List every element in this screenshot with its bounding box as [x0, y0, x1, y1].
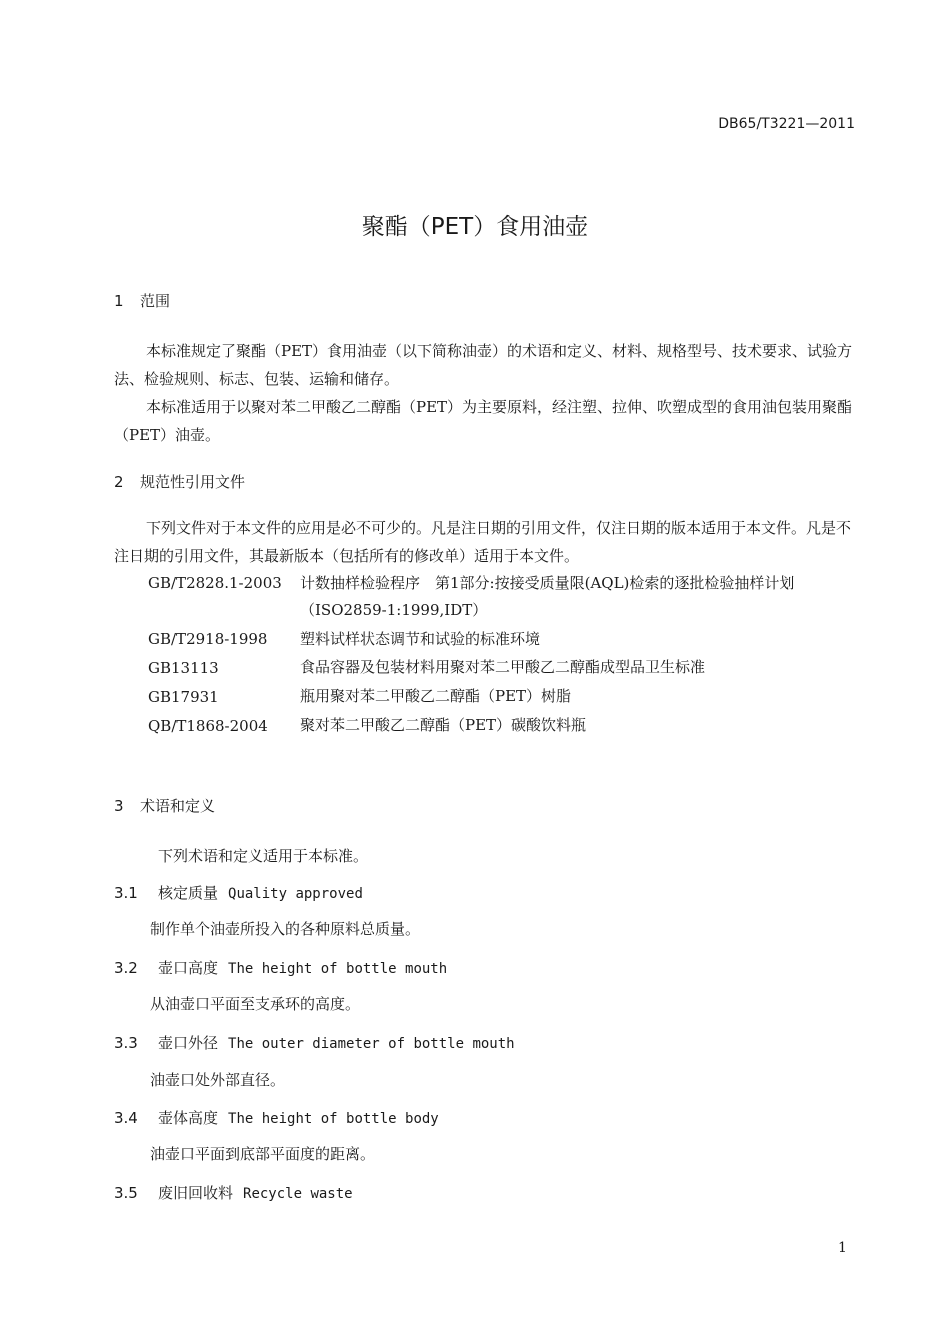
reference-code: GB/T2828.1-2003 — [148, 574, 282, 592]
term-chinese: 核定质量 — [158, 884, 219, 902]
reference-title: 塑料试样状态调节和试验的标准环境 — [300, 630, 541, 648]
section-number: 1 — [114, 292, 124, 310]
term-number: 3.5 — [114, 1184, 138, 1202]
term-chinese: 壶体高度 — [158, 1109, 219, 1127]
term-english: Recycle waste — [243, 1186, 353, 1202]
term-number: 3.3 — [114, 1034, 138, 1052]
section-1-heading — [114, 290, 170, 311]
term-chinese: 壶口高度 — [158, 959, 219, 977]
section-number: 2 — [114, 473, 124, 491]
section-title: 范围 — [140, 292, 171, 310]
term-chinese: 壶口外径 — [158, 1034, 219, 1052]
section-2-intro: 下列文件对于本文件的应用是必不可少的。凡是注日期的引用文件，仅注日期的版本适用于本文件。凡是不注日期的引用文件，其最新版本（包括所有的修改单）适用于本文件。 — [114, 519, 852, 565]
section-3-intro: 下列术语和定义适用于本标准。 — [158, 847, 369, 865]
page-number: 1 — [838, 1240, 847, 1256]
term-english: Quality approved — [228, 886, 363, 902]
term-3-2 — [114, 957, 447, 978]
term-3-4 — [114, 1107, 439, 1128]
reference-title-continued: （ISO2859-1:1999,IDT） — [300, 601, 488, 619]
reference-title: 食品容器及包装材料用聚对苯二甲酸乙二醇酯成型品卫生标准 — [300, 658, 706, 676]
section-1-paragraph-1: 本标准规定了聚酯（PET）食用油壶（以下简称油壶）的术语和定义、材料、规格型号、技术要求、试验方法、检验规则、标志、包装、运输和储存。 — [114, 342, 853, 388]
term-english: The outer diameter of bottle mouth — [228, 1036, 515, 1052]
term-number: 3.1 — [114, 884, 138, 902]
term-number: 3.2 — [114, 959, 138, 977]
term-english: The height of bottle mouth — [228, 961, 448, 977]
section-3-heading — [114, 795, 215, 816]
term-definition: 制作单个油壶所投入的各种原料总质量。 — [150, 920, 421, 938]
reference-title: 瓶用聚对苯二甲酸乙二醇酯（PET）树脂 — [300, 687, 572, 705]
section-1-paragraph-2: 本标准适用于以聚对苯二甲酸乙二醇酯（PET）为主要原料，经注塑、拉伸、吹塑成型的食用油包装用聚酯（PET）油壶。 — [114, 398, 853, 444]
reference-title: 计数抽样检验程序 第1部分:按接受质量限(AQL)检索的逐批检验抽样计划 — [300, 574, 795, 592]
term-3-3 — [114, 1032, 515, 1053]
section-title: 规范性引用文件 — [140, 473, 246, 491]
document-title: 聚酯（PET）食用油壶 — [361, 214, 589, 240]
term-definition: 油壶口处外部直径。 — [150, 1071, 286, 1089]
standard-code: DB65/T3221—2011 — [718, 116, 855, 132]
section-number: 3 — [114, 797, 124, 815]
reference-title: 聚对苯二甲酸乙二醇酯（PET）碳酸饮料瓶 — [300, 716, 587, 734]
reference-code: QB/T1868-2004 — [148, 717, 268, 735]
term-english: The height of bottle body — [228, 1111, 439, 1127]
term-3-1 — [114, 882, 363, 903]
term-number: 3.4 — [114, 1109, 138, 1127]
reference-code: GB17931 — [148, 688, 219, 706]
reference-code: GB/T2918-1998 — [148, 630, 268, 648]
reference-code: GB13113 — [148, 659, 219, 677]
term-definition: 从油壶口平面至支承环的高度。 — [150, 995, 361, 1013]
section-2-heading — [114, 471, 245, 492]
term-3-5 — [114, 1182, 353, 1203]
section-title: 术语和定义 — [140, 797, 216, 815]
term-chinese: 废旧回收料 — [158, 1184, 234, 1202]
term-definition: 油壶口平面到底部平面度的距离。 — [150, 1145, 376, 1163]
